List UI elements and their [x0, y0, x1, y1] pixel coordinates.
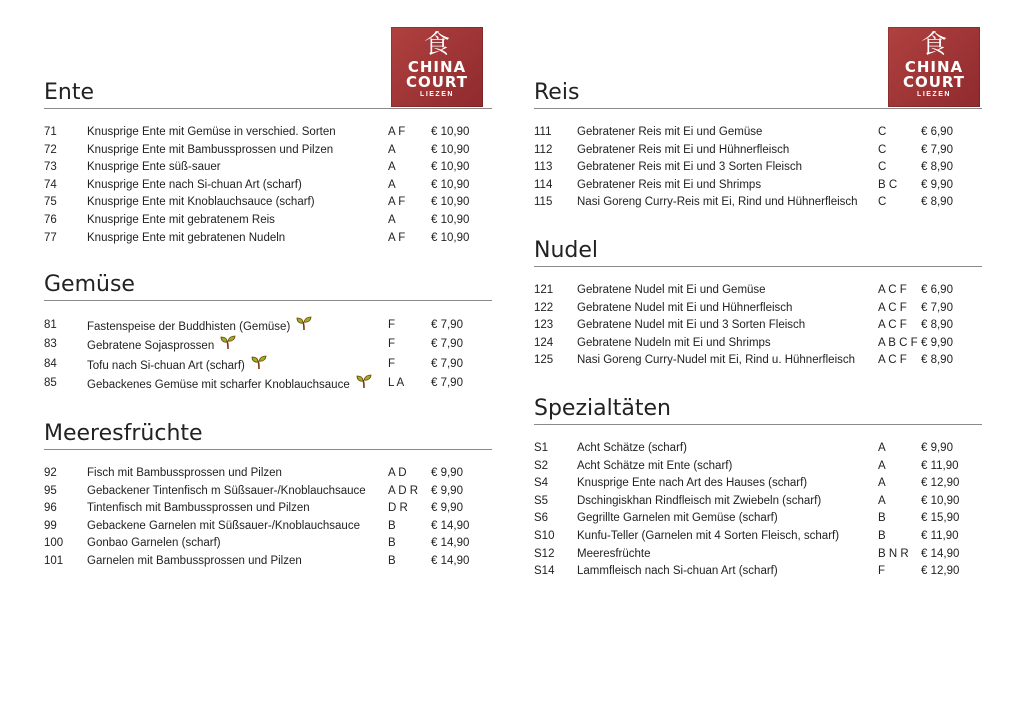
menu-list — [44, 124, 492, 247]
menu-item-row — [44, 194, 492, 212]
item-number: 100 — [44, 537, 64, 550]
item-price: € 10,90 — [431, 143, 470, 156]
item-allergens: A — [388, 178, 396, 191]
item-price: € 14,90 — [921, 547, 960, 560]
item-allergens: A F — [388, 231, 406, 244]
menu-item-row — [534, 159, 982, 177]
item-price: € 7,90 — [921, 143, 953, 156]
item-price: € 8,90 — [921, 319, 953, 332]
item-number: S2 — [534, 459, 549, 472]
item-name: Gebratener Reis mit Ei und Gemüse — [577, 126, 763, 138]
item-name: Knusprige Ente mit gebratenem Reis — [87, 213, 275, 226]
menu-item-row — [44, 316, 492, 335]
item-price: € 10,90 — [431, 213, 470, 226]
menu-item-row — [534, 475, 982, 493]
item-number: 114 — [534, 178, 553, 191]
item-number: 112 — [534, 143, 553, 156]
item-name: Lammfleisch nach Si-chuan Art (scharf) — [577, 565, 778, 578]
menu-item-row — [534, 177, 982, 195]
item-allergens: C — [878, 196, 887, 209]
menu-item-row — [534, 440, 982, 458]
item-price: € 8,90 — [921, 161, 953, 174]
item-number: 124 — [534, 336, 554, 349]
menu-item-row — [44, 124, 492, 142]
menu-item-row — [44, 142, 492, 160]
item-number: S14 — [534, 565, 555, 578]
item-name: Gebratene Nudel mit Ei und Hühnerfleisch — [577, 301, 793, 314]
item-allergens: A C F — [878, 301, 907, 314]
menu-item-row — [44, 465, 492, 483]
menu-list — [44, 465, 492, 571]
menu-item-row — [44, 483, 492, 501]
item-allergens: B — [878, 529, 886, 542]
item-number: 123 — [534, 319, 554, 332]
item-name: Gebratene Nudel mit Ei und Gemüse — [577, 284, 766, 296]
item-allergens: F — [388, 338, 396, 351]
item-number: 84 — [44, 357, 57, 370]
item-allergens: A — [878, 442, 886, 454]
item-number: 96 — [44, 502, 57, 515]
item-price: € 12,90 — [921, 477, 960, 490]
item-allergens: F — [388, 319, 396, 331]
item-price: € 14,90 — [431, 537, 470, 550]
item-allergens: A C F — [878, 354, 907, 367]
item-name: Gebackene Garnelen mit Süßsauer-/Knoblauchsauce — [87, 519, 360, 532]
menu-item-row — [44, 535, 492, 553]
section-nudel — [534, 236, 982, 370]
item-price: € 11,90 — [921, 529, 959, 542]
item-name: Meeresfrüchte — [577, 547, 651, 560]
menu-item-row — [44, 212, 492, 230]
logo-line-2: COURT — [902, 73, 966, 91]
logo-line-3: LIEZEN — [917, 91, 951, 98]
item-name: Nasi Goreng Curry-Reis mit Ei, Rind und Hühnerfleisch — [577, 196, 858, 209]
item-number: 72 — [44, 143, 57, 156]
menu-list — [534, 440, 982, 581]
logo-line-2: COURT — [405, 73, 469, 91]
section-meeresfruechte — [44, 419, 492, 571]
item-number: 85 — [44, 377, 57, 390]
item-name: Kunfu-Teller (Garnelen mit 4 Sorten Fleisch, scharf) — [577, 529, 840, 542]
item-name: Knusprige Ente nach Si-chuan Art (scharf) — [87, 178, 302, 191]
item-allergens: L A — [388, 377, 405, 390]
item-number: 99 — [44, 519, 57, 532]
menu-item-row — [534, 300, 982, 318]
item-allergens: C — [878, 126, 887, 138]
item-allergens: D R — [388, 502, 408, 515]
item-name: Gegrillte Garnelen mit Gemüse (scharf) — [577, 512, 778, 525]
item-allergens: F — [388, 357, 396, 370]
item-allergens: C — [878, 161, 887, 174]
item-name: Knusprige Ente mit Knoblauchsauce (scharf) — [87, 196, 315, 209]
item-price: € 7,90 — [921, 301, 953, 314]
item-number: 92 — [44, 467, 57, 479]
item-name: Gebratene Nudeln mit Ei und Shrimps — [577, 336, 771, 349]
item-allergens: C — [878, 143, 887, 156]
item-number: 121 — [534, 284, 554, 296]
item-number: 113 — [534, 161, 553, 174]
item-price: € 10,90 — [431, 161, 470, 174]
item-allergens: A F — [388, 126, 406, 138]
item-price: € 7,90 — [431, 357, 463, 370]
menu-item-row — [534, 282, 982, 300]
item-price: € 9,90 — [921, 336, 953, 349]
item-allergens: B — [388, 554, 396, 567]
item-name: Gebratener Reis mit Ei und Shrimps — [577, 178, 762, 191]
item-allergens: B N R — [878, 547, 909, 560]
item-price: € 15,90 — [921, 512, 960, 525]
item-name — [87, 374, 372, 396]
item-name-text: Gebackenes Gemüse mit scharfer Knoblauchsauce — [87, 379, 350, 392]
item-allergens: A C F — [878, 284, 907, 296]
item-allergens: A C F — [878, 319, 907, 332]
menu-item-row — [44, 518, 492, 536]
item-allergens: B C — [878, 178, 898, 191]
item-allergens: A B C F — [878, 336, 918, 349]
item-price: € 9,90 — [921, 442, 953, 454]
item-number: 83 — [44, 338, 57, 351]
item-name: Fisch mit Bambussprossen und Pilzen — [87, 467, 282, 479]
section-ente — [44, 78, 492, 247]
item-name: Tintenfisch mit Bambussprossen und Pilzen — [87, 502, 310, 515]
menu-item-row — [534, 124, 982, 142]
item-price: € 10,90 — [431, 178, 470, 191]
section-title: Spezialtäten — [534, 394, 982, 425]
item-allergens: A D R — [388, 484, 419, 497]
item-allergens: B — [388, 519, 396, 532]
item-allergens: A — [878, 459, 886, 472]
item-number: S1 — [534, 442, 549, 454]
item-allergens: A — [388, 161, 396, 174]
menu-item-row — [534, 335, 982, 353]
item-allergens: A — [878, 477, 886, 490]
item-price: € 9,90 — [431, 484, 463, 497]
item-price: € 12,90 — [921, 565, 960, 578]
item-allergens: A F — [388, 196, 406, 209]
item-number: S12 — [534, 547, 555, 560]
item-name-text: Tofu nach Si-chuan Art (scharf) — [87, 360, 245, 373]
item-allergens: A — [878, 494, 886, 507]
item-number: 95 — [44, 484, 57, 497]
item-price: € 9,90 — [431, 502, 463, 515]
item-name: Knusprige Ente nach Art des Hauses (scharf) — [577, 477, 808, 490]
item-price: € 11,90 — [921, 459, 959, 472]
item-price: € 6,90 — [921, 284, 953, 296]
logo-glyph: 食 — [920, 30, 947, 60]
item-price: € 7,90 — [431, 319, 463, 331]
item-name: Dschingiskhan Rindfleisch mit Zwiebeln (scharf) — [577, 494, 822, 507]
item-name: Gebratener Reis mit Ei und Hühnerfleisch — [577, 143, 790, 156]
item-number: 125 — [534, 354, 554, 367]
item-price: € 10,90 — [431, 196, 470, 209]
menu-item-row — [534, 528, 982, 546]
menu-item-row — [44, 335, 492, 354]
menu-item-row — [44, 355, 492, 374]
item-price: € 6,90 — [921, 126, 953, 138]
item-allergens: B — [878, 512, 886, 525]
item-name: Garnelen mit Bambussprossen und Pilzen — [87, 554, 302, 567]
menu-item-row — [534, 546, 982, 564]
menu-item-row — [534, 142, 982, 160]
menu-item-row — [534, 458, 982, 476]
item-number: S4 — [534, 477, 549, 490]
logo-glyph: 食 — [423, 30, 450, 60]
item-number: 101 — [44, 554, 64, 567]
item-name: Gebratene Nudel mit Ei und 3 Sorten Fleisch — [577, 319, 806, 332]
item-number: S5 — [534, 494, 549, 507]
item-name: Nasi Goreng Curry-Nudel mit Ei, Rind u. Hühnerfleisch — [577, 354, 856, 367]
menu-list — [534, 124, 982, 212]
section-title: Nudel — [534, 236, 982, 267]
item-number: 75 — [44, 196, 57, 209]
item-number: 76 — [44, 213, 57, 226]
item-name: Acht Schätze mit Ente (scharf) — [577, 459, 733, 472]
logo-line-1: CHINA — [407, 58, 467, 76]
item-price: € 8,90 — [921, 354, 953, 367]
item-price: € 7,90 — [431, 377, 463, 390]
item-allergens: A — [388, 143, 396, 156]
item-allergens: A — [388, 213, 396, 226]
menu-item-row — [534, 563, 982, 581]
item-number: 73 — [44, 161, 57, 174]
item-price: € 9,90 — [431, 467, 463, 479]
item-allergens: B — [388, 537, 396, 550]
menu-list — [534, 282, 982, 370]
item-price: € 14,90 — [431, 554, 470, 567]
item-number: 111 — [534, 126, 552, 138]
item-name: Gebratener Reis mit Ei und 3 Sorten Fleisch — [577, 161, 802, 174]
item-number: 77 — [44, 231, 57, 244]
section-title: Ente — [44, 78, 492, 109]
item-price: € 9,90 — [921, 178, 953, 191]
menu-item-row — [534, 510, 982, 528]
item-number: S10 — [534, 529, 555, 542]
item-number: 74 — [44, 178, 57, 191]
menu-list — [44, 316, 492, 394]
item-number: 81 — [44, 319, 57, 331]
logo-line-3: LIEZEN — [420, 91, 454, 98]
section-title: Reis — [534, 78, 982, 109]
item-name: Knusprige Ente mit Bambussprossen und Pilzen — [87, 143, 334, 156]
section-reis — [534, 78, 982, 212]
item-number: S6 — [534, 512, 549, 525]
menu-item-row — [534, 493, 982, 511]
section-title: Meeresfrüchte — [44, 419, 492, 450]
item-number: 115 — [534, 196, 553, 209]
item-name: Gonbao Garnelen (scharf) — [87, 537, 221, 550]
menu-item-row — [534, 352, 982, 370]
item-price: € 10,90 — [431, 126, 470, 138]
section-gemuese — [44, 270, 492, 394]
menu-item-row — [44, 553, 492, 571]
section-title: Gemüse — [44, 270, 492, 301]
item-name: Gebackener Tintenfisch m Süßsauer-/Knoblauchsauce — [87, 484, 366, 497]
menu-item-row — [534, 317, 982, 335]
menu-item-row — [44, 177, 492, 195]
item-number: 71 — [44, 126, 57, 138]
menu-item-row — [44, 500, 492, 518]
item-price: € 14,90 — [431, 519, 470, 532]
item-price: € 8,90 — [921, 196, 953, 209]
item-name: Knusprige Ente süß-sauer — [87, 161, 221, 174]
item-price: € 7,90 — [431, 338, 463, 351]
item-price: € 10,90 — [921, 494, 960, 507]
item-name-text: Gebratene Sojasprossen — [87, 340, 215, 353]
menu-item-row — [534, 194, 982, 212]
item-allergens: F — [878, 565, 886, 578]
menu-item-row — [44, 230, 492, 248]
item-name: Acht Schätze (scharf) — [577, 442, 687, 454]
item-name: Knusprige Ente mit gebratenen Nudeln — [87, 231, 286, 244]
menu-item-row — [44, 374, 492, 393]
menu-item-row — [44, 159, 492, 177]
item-price: € 10,90 — [431, 231, 470, 244]
section-spezialitaeten — [534, 394, 982, 581]
item-number: 122 — [534, 301, 554, 314]
item-name: Knusprige Ente mit Gemüse in verschied. Sorten — [87, 126, 336, 138]
item-name-text: Fastenspeise der Buddhisten (Gemüse) — [87, 321, 291, 334]
logo-line-1: CHINA — [904, 58, 964, 76]
item-allergens: A D — [388, 467, 407, 479]
vegetarian-sprout-icon — [356, 374, 372, 396]
